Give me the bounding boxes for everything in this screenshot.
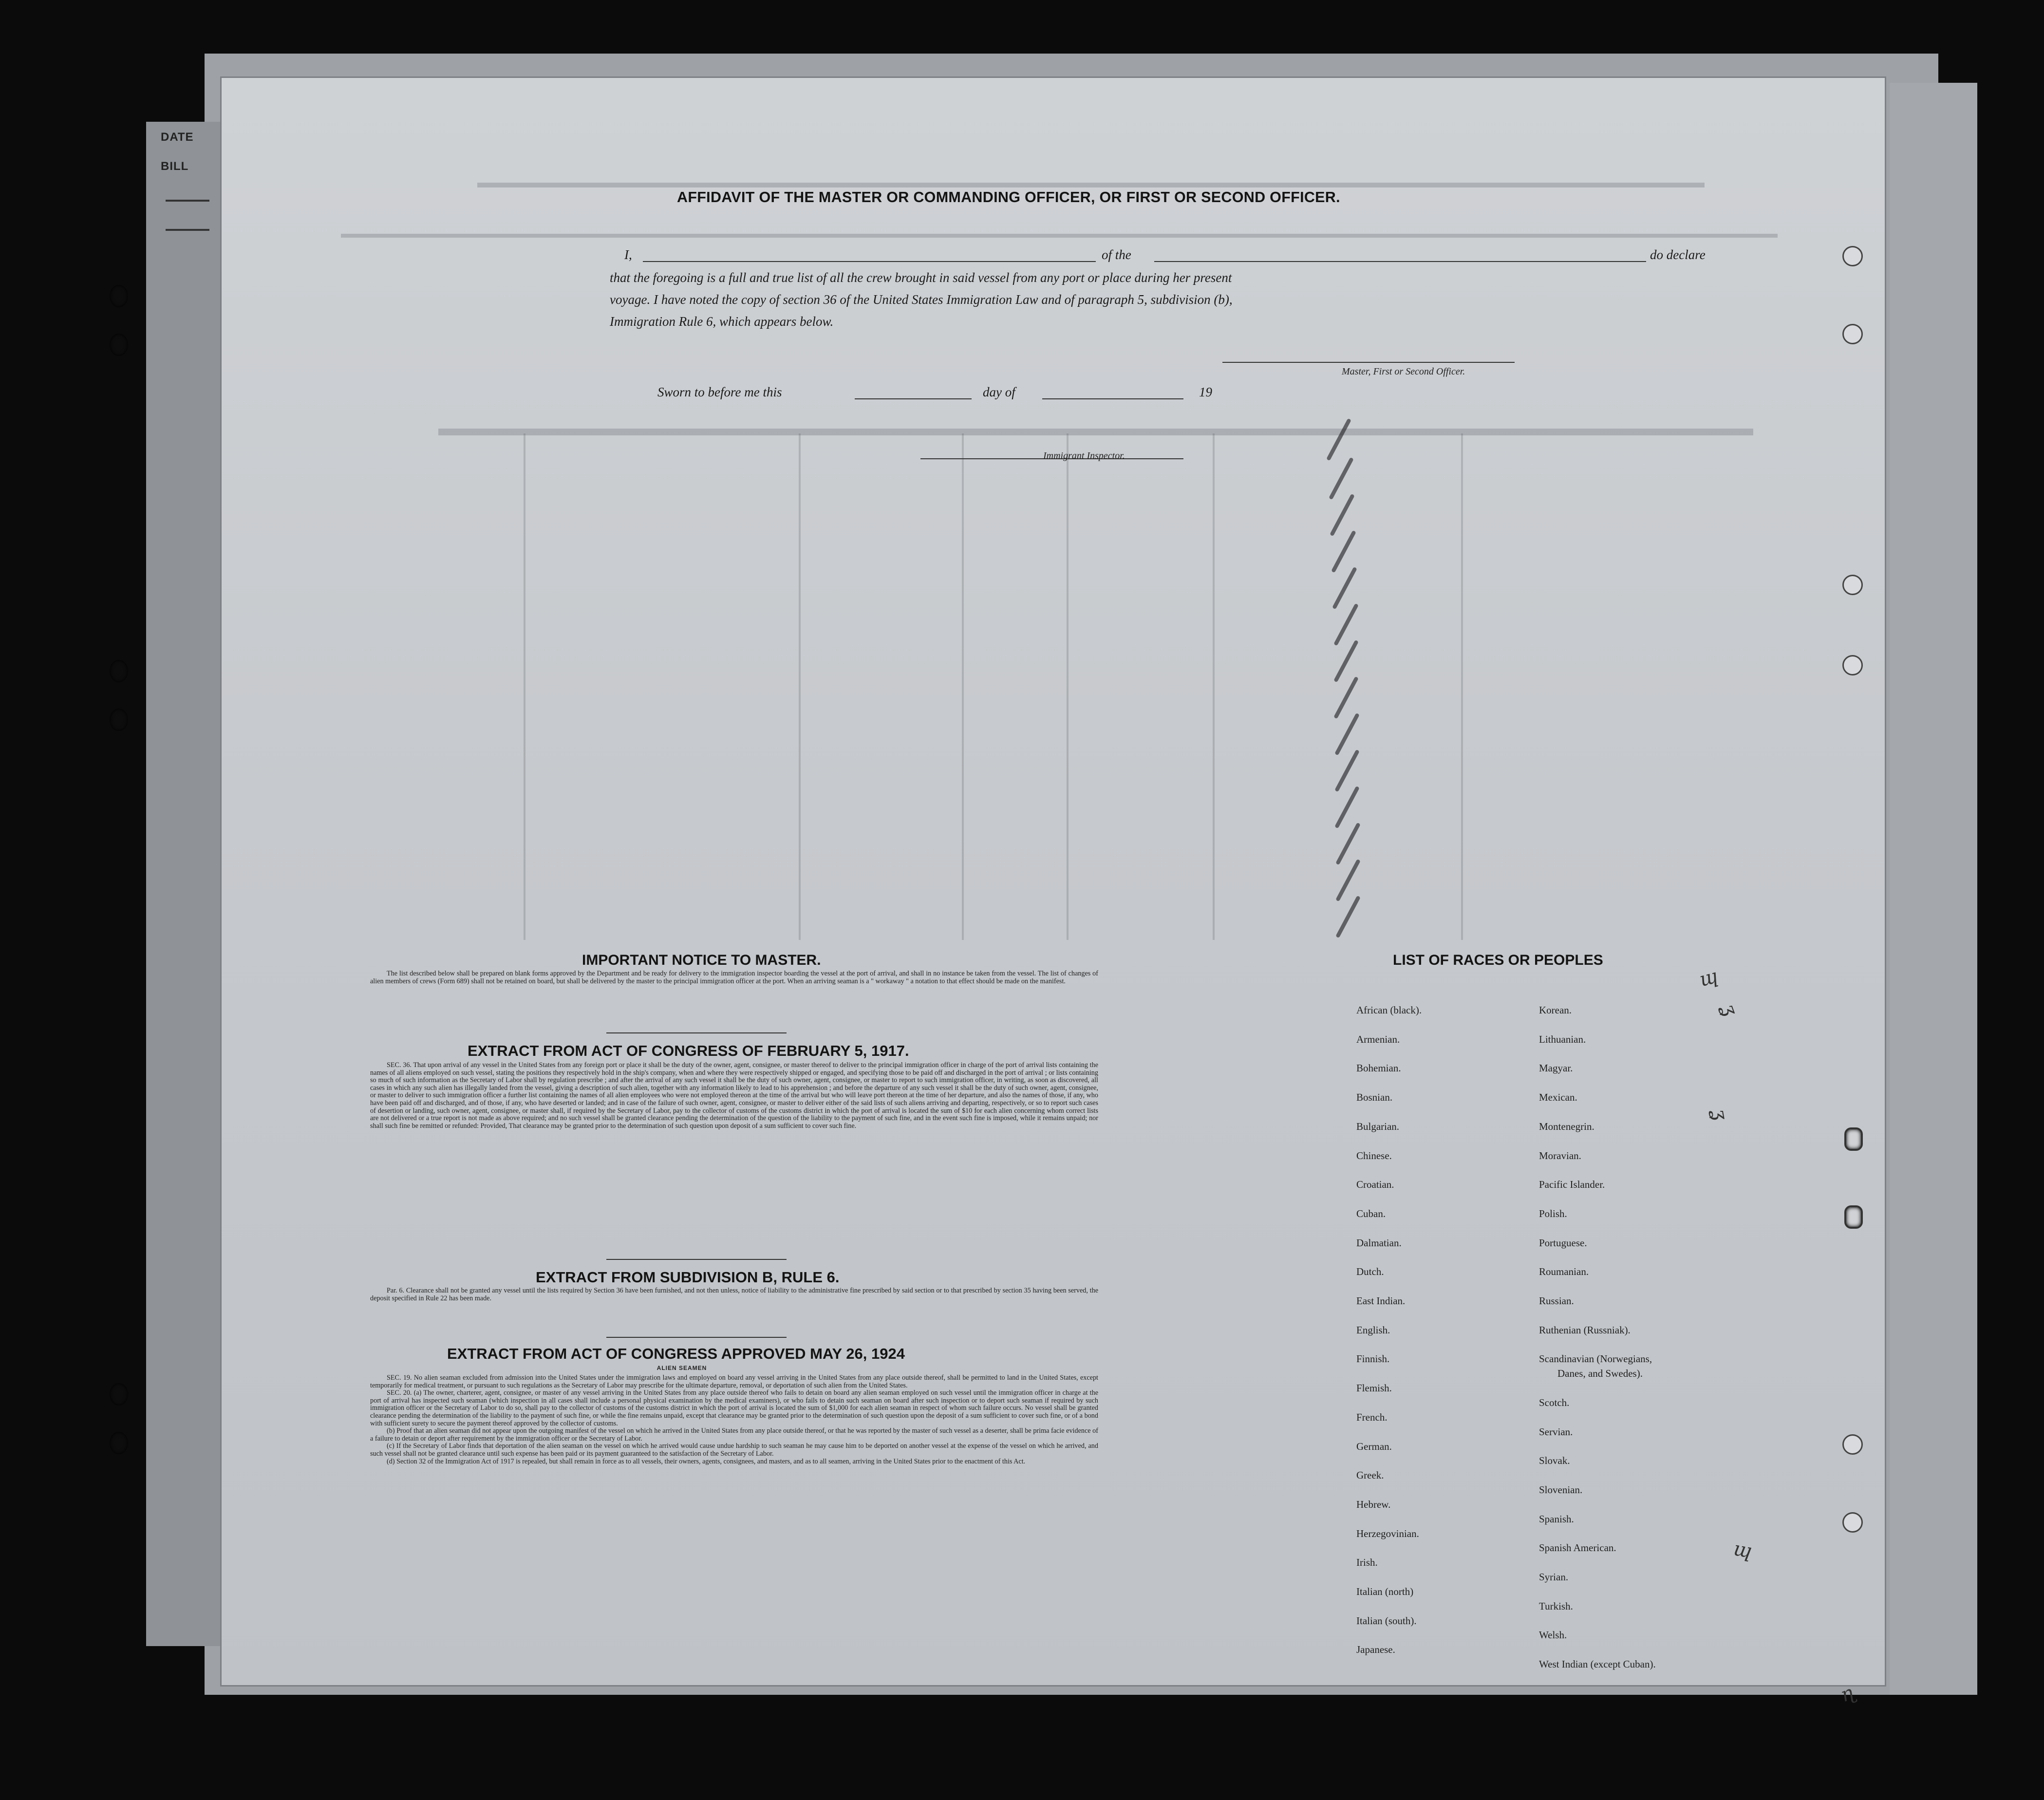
sworn-year: 19 [1199, 385, 1212, 399]
bleed-through-column-rule [1213, 433, 1215, 940]
race-entry: Bosnian. [1356, 1091, 1393, 1104]
extract-1924-title: EXTRACT FROM ACT OF CONGRESS APPROVED MAY 26, 1924 [447, 1345, 905, 1362]
race-entry: West Indian (except Cuban). [1539, 1658, 1656, 1670]
race-entry: Japanese. [1356, 1644, 1395, 1656]
extract-rule6-title: EXTRACT FROM SUBDIVISION B, RULE 6. [536, 1269, 840, 1286]
bleed-through-column-rule [799, 433, 801, 940]
handwritten-mark: ɰ [1732, 1538, 1754, 1563]
race-entry: Moravian. [1539, 1149, 1581, 1162]
race-entry: Herzegovinian. [1356, 1527, 1419, 1539]
race-entry: English. [1356, 1324, 1390, 1336]
punch-hole [1842, 575, 1863, 595]
section-divider [606, 1032, 787, 1033]
races-column-2 [1539, 996, 1656, 1679]
race-entry: Chinese. [1356, 1149, 1392, 1162]
race-entry: Hebrew. [1356, 1498, 1391, 1510]
race-entry: Ruthenian (Russniak). [1539, 1324, 1631, 1336]
day-blank [855, 398, 972, 399]
race-entry: Slovak. [1539, 1455, 1570, 1467]
strip-label-bill: BILL [161, 160, 189, 173]
race-entry: East Indian. [1356, 1295, 1406, 1307]
race-entry: Irish. [1356, 1556, 1378, 1569]
bleed-through-heading [477, 183, 1705, 188]
race-entry: Turkish. [1539, 1600, 1573, 1612]
race-entry: German. [1356, 1440, 1392, 1452]
race-entry: Bulgarian. [1356, 1120, 1400, 1132]
notice-body [370, 970, 1098, 985]
punch-hole [1844, 1127, 1863, 1151]
race-entry: Finnish. [1356, 1353, 1390, 1365]
race-entry: Slovenian. [1539, 1483, 1583, 1496]
race-entry: Russian. [1539, 1295, 1574, 1307]
sec-20b-paragraph: (b) Proof that an alien seaman did not appear upon the outgoing manifest of the vessel on which he arrived in the United States from any place outside thereof, or that he was reported by the master of such vessel as a deserter, shall be prima facie evidence of a failure to detain or deport after requirement by the immigration officer or the Secretary of Labor. [370, 1427, 1098, 1443]
race-entry: French. [1356, 1411, 1388, 1423]
bleed-through-column-rule [962, 433, 964, 940]
race-entry: Welsh. [1539, 1629, 1567, 1641]
bleed-through-column-rule [1461, 433, 1463, 940]
punch-hole [110, 1383, 128, 1406]
signature-blank [1222, 362, 1515, 363]
extract-1924-body [370, 1374, 1098, 1465]
sec-20d-paragraph: (d) Section 32 of the Immigration Act of 1917 is repealed, but shall remain in force as to all vessels, their owners, agents, consignees, and masters, and as to all seamen, arriving in the United States prior to the enactment of this Act. [387, 1457, 1026, 1465]
right-page-flap [1890, 83, 1977, 1695]
race-entry: Montenegrin. [1539, 1120, 1594, 1132]
inspector-label: Immigrant Inspector. [1043, 450, 1125, 461]
month-blank [1042, 398, 1183, 399]
handwritten-mark: ʓ [1707, 1106, 1732, 1122]
race-entry: Greek. [1356, 1469, 1384, 1481]
races-title: LIST OF RACES OR PEOPLES [1393, 952, 1603, 968]
declaration-line-start: I, [624, 247, 632, 262]
strip-rule [166, 229, 209, 231]
race-entry: Scandinavian (Norwegians, [1539, 1353, 1652, 1365]
race-entry: Dalmatian. [1356, 1237, 1402, 1249]
race-entry: Spanish. [1539, 1513, 1574, 1525]
sec-20a-paragraph: SEC. 20. (a) The owner, charterer, agent, consignee, or master of any vessel arriving in the United States from any place outside thereof who fails to detain on board any alien seaman employed on such vessel until the immigration officer in charge at the port of arrival has inspected such seaman (which inspection in all cases shall include a personal physical examination by the medical examiners), or who fails to detain such seaman on board after such inspection or to deport such seaman if required by such immigration officer or the Secretary of Labor to do so, shall pay to the collector of customs of the customs district in which the port of arrival is located the sum of $1,000 for each alien seaman in respect of whom such failure occurs. No vessel shall be granted clearance pending the determination of the liability to the payment of such fine, or while the fine remains unpaid, except that clearance may be granted prior to the determination of such question upon the deposit of a sum sufficient to cover such fine, or of a bond with sufficient surety to secure the payment thereof approved by the collector of customs. [370, 1389, 1098, 1427]
race-entry: Flemish. [1356, 1382, 1392, 1394]
punch-hole [110, 285, 128, 307]
bleed-through-table-header [438, 429, 1753, 435]
strip-label-date: DATE [161, 131, 194, 144]
race-entry: Dutch. [1356, 1266, 1384, 1278]
race-entry: Croatian. [1356, 1179, 1394, 1191]
punch-hole [1842, 246, 1863, 266]
race-entry: Mexican. [1539, 1091, 1577, 1104]
notice-title: IMPORTANT NOTICE TO MASTER. [582, 952, 821, 968]
sec-20c-paragraph: (c) If the Secretary of Labor finds that deportation of the alien seaman on the vessel on which he arrived would cause undue hardship to such seaman he may cause him to be deported on another vessel at the expense of the vessel on which he arrived, and such vessel shall not be granted clearance until such expense has been paid or its payment guaranteed to the satisfaction of the Secretary of Labor. [370, 1442, 1098, 1458]
signature-label: Master, First or Second Officer. [1342, 366, 1465, 377]
extract-1917-body [370, 1062, 1098, 1130]
punch-hole [110, 334, 128, 356]
vessel-blank [1154, 261, 1646, 262]
punch-hole [1842, 1512, 1863, 1533]
extract-1917-title: EXTRACT FROM ACT OF CONGRESS OF FEBRUARY 5, 1917. [468, 1042, 909, 1059]
sec-19-paragraph: SEC. 19. No alien seaman excluded from admission into the United States under the immigration laws and employed on board any vessel arriving in the United States from any place outside thereof, shall be permitted to land in the United States, except temporarily for medical treatment, or pursuant to such regulations as the Secretary of Labor may prescribe for the ultimate departure, removal, or deportation of such alien from the United States. [370, 1374, 1098, 1389]
handwritten-mark: ɰ [1697, 964, 1721, 992]
section-divider [606, 1337, 787, 1338]
name-blank [643, 261, 1096, 262]
notice-paragraph: The list described below shall be prepared on blank forms approved by the Department and be ready for delivery to the immigration inspector boarding the vessel at the port of arrival, and shall in no instance be taken from the vessel. The list of changes of alien members of crews (Form 689) shall not be retained on board, but shall be delivered by the master to the principal immigration officer at the port. When an arriving seaman is a " workaway " a notation to that effect should be made on the manifest. [370, 970, 1098, 985]
race-entry: African (black). [1356, 1004, 1422, 1016]
extract-1917-paragraph: SEC. 36. That upon arrival of any vessel in the United States from any foreign port or place it shall be the duty of the owner, agent, consignee, or master thereof to deliver to the principal immigration officer in charge of the port of arrival lists containing the names of all aliens employed on such vessel, stating the positions they respectively hold in the ship's company, when and where they were respectively shipped or engaged, and specifying those to be paid off and discharged in the port of arrival ; or lists containing so much of such information as the Secretary of Labor shall by regulation prescribe ; and after the arrival of any such vessel it shall be the duty of such owner, agent, consignee, or master to report to such immigration officer, in writing, as soon as discovered, all cases in which any such alien has illegally landed from the vessel, giving a description of such alien, together with any information likely to lead to his apprehension ; and before the departure of any such vessel it shall be the duty of such owner, agent, consignee, or master to deliver to such immigration officer a further list containing the names of all alien employees who were not employed thereon at the time of the arrival but who will leave port thereon at the time of her departure, and also the names of those, if any, who have been paid off and discharged, and of those, if any, who have deserted or landed; and in case of the failure of such owner, agent, consignee, or master to deliver either of the said lists of such aliens arriving and departing, respectively, or so to report such cases of desertion or landing, such owner, agent, consignee, or master shall, if required by the Secretary of Labor, pay to the collector of customs of the customs district in which the port of arrival is located the sum of $10 for each alien concerning whom correct lists are not delivered or a true report is not made as above required; and no such vessel shall be granted clearance pending the determination of the question of the liability to the payment of such fine, and in the event such fine is imposed, while it remains unpaid; nor shall such fine be remitted or refunded: Provided, That clearance may be granted prior to the determination of such question upon deposit of a sum sufficient to cover such fine. [370, 1061, 1098, 1130]
race-entry: Lithuanian. [1539, 1033, 1586, 1045]
section-divider [606, 1259, 787, 1260]
bleed-through-column-rule [1067, 433, 1069, 940]
punch-hole [1842, 1434, 1863, 1455]
affidavit-title: AFFIDAVIT OF THE MASTER OR COMMANDING OFFICER, OR FIRST OR SECOND OFFICER. [677, 189, 1340, 206]
declaration-line-4: Immigration Rule 6, which appears below. [610, 314, 834, 329]
race-entry: Danes, and Swedes). [1557, 1368, 1643, 1380]
race-entry: Syrian. [1539, 1571, 1569, 1583]
strip-rule [166, 200, 209, 202]
sworn-day-of: day of [983, 385, 1015, 399]
race-entry: Polish. [1539, 1207, 1567, 1219]
race-entry: Italian (north) [1356, 1586, 1414, 1598]
punch-hole [110, 660, 128, 682]
sworn-text: Sworn to before me this [657, 385, 782, 399]
bleed-through-column-rule [524, 433, 525, 940]
extract-rule6-paragraph: Par. 6. Clearance shall not be granted any vessel until the lists required by Section 36 have been furnished, and not then unless, notice of liability to the administrative fine prescribed by said section or to that prescribed by section 35 having been served, the deposit specified in Rule 22 has been made. [370, 1287, 1098, 1302]
declaration-line-3: voyage. I have noted the copy of section 36 of the United States Immigration Law and of paragraph 5, subdivision (b), [610, 292, 1233, 307]
punch-hole [110, 1432, 128, 1454]
race-entry: Scotch. [1539, 1396, 1570, 1408]
race-entry: Servian. [1539, 1425, 1573, 1438]
punch-hole [110, 709, 128, 731]
punch-hole [1844, 1205, 1863, 1229]
race-entry: Roumanian. [1539, 1266, 1589, 1278]
punch-hole [1842, 655, 1863, 675]
handwritten-mark: ɳ [1837, 1681, 1858, 1707]
left-binding-strip [146, 122, 234, 1646]
race-entry: Portuguese. [1539, 1237, 1587, 1249]
bleed-through-subheading [341, 234, 1778, 238]
race-entry: Magyar. [1539, 1062, 1573, 1074]
declaration-line-mid: of the [1102, 247, 1131, 262]
race-entry: Armenian. [1356, 1033, 1400, 1045]
race-entry: Korean. [1539, 1004, 1572, 1016]
race-entry: Bohemian. [1356, 1062, 1401, 1074]
extract-rule6-body [370, 1287, 1098, 1302]
race-entry: Spanish American. [1539, 1542, 1616, 1554]
races-column-1 [1356, 996, 1422, 1665]
extract-1924-subtitle: ALIEN SEAMEN [656, 1365, 707, 1371]
race-entry: Pacific Islander. [1539, 1179, 1605, 1191]
race-entry: Cuban. [1356, 1207, 1386, 1219]
punch-hole [1842, 324, 1863, 344]
declaration-line-end: do declare [1650, 247, 1706, 262]
race-entry: Italian (south). [1356, 1614, 1417, 1627]
handwritten-mark: ʓ [1717, 1000, 1742, 1019]
declaration-line-2: that the foregoing is a full and true list of all the crew brought in said vessel from any port or place during her present [610, 270, 1232, 285]
